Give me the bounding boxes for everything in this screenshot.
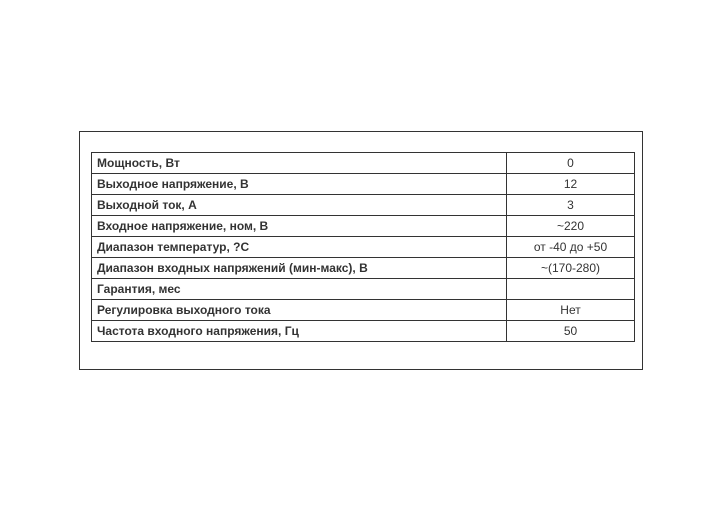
table-row [92,279,635,300]
table-row [92,174,635,195]
table-row [92,300,635,321]
spec-value: 0 [507,153,635,174]
spec-value: от -40 до +50 [507,237,635,258]
spec-value: 50 [507,321,635,342]
spec-value: 12 [507,174,635,195]
spec-name: Гарантия, мес [92,279,507,300]
specs-table [91,152,635,342]
table-row [92,216,635,237]
spec-name: Входное напряжение, ном, В [92,216,507,237]
spec-value: ~220 [507,216,635,237]
spec-value: 3 [507,195,635,216]
spec-name: Выходной ток, А [92,195,507,216]
spec-name: Выходное напряжение, В [92,174,507,195]
spec-name: Диапазон входных напряжений (мин-макс), В [92,258,507,279]
table-row [92,195,635,216]
table-row [92,321,635,342]
spec-value: ~(170-280) [507,258,635,279]
spec-value: Нет [507,300,635,321]
spec-name: Частота входного напряжения, Гц [92,321,507,342]
spec-name: Диапазон температур, ?С [92,237,507,258]
spec-value [507,279,635,300]
table-row [92,237,635,258]
table-row [92,153,635,174]
specs-frame [79,131,643,370]
spec-name: Регулировка выходного тока [92,300,507,321]
table-row [92,258,635,279]
spec-name: Мощность, Вт [92,153,507,174]
